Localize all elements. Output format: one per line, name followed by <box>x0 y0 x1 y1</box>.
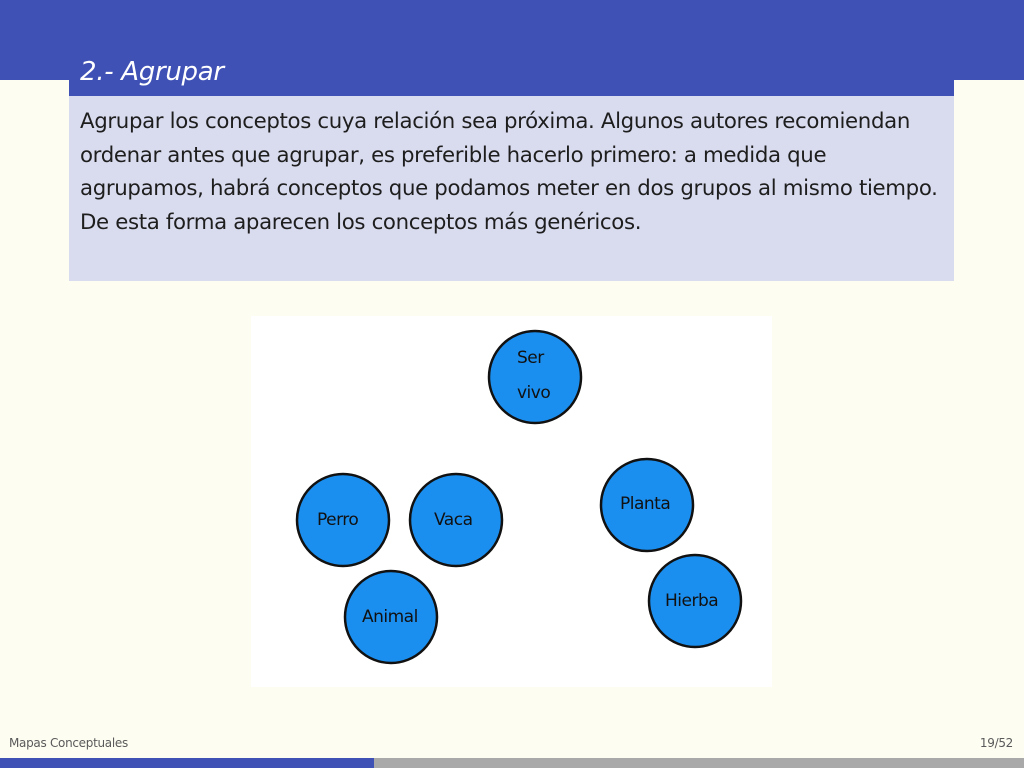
node-vaca <box>410 474 502 566</box>
node-animal-label: Animal <box>362 607 418 627</box>
progress-bar <box>0 758 1024 768</box>
node-hierba <box>649 555 741 647</box>
node-planta <box>601 459 693 551</box>
node-ser-vivo-circle <box>489 331 581 423</box>
node-planta-label: Planta <box>620 494 671 514</box>
node-perro-label: Perro <box>317 510 359 530</box>
node-animal <box>345 571 437 663</box>
slide-body-text: Agrupar los conceptos cuya relación sea próxima. Algunos autores recomiendan ordenar antes que agrupar, es preferible hacerlo primero: a medida que agrupamos, habrá conceptos que podamos meter en dos grupos al mismo tiempo. De esta forma aparecen los conceptos más genéricos. <box>69 96 954 281</box>
node-hierba-label: Hierba <box>665 591 719 611</box>
node-vaca-label: Vaca <box>434 510 473 530</box>
footer-page-number: 19/52 <box>979 736 1013 750</box>
node-ser-vivo-label-line-1: Ser <box>517 348 544 368</box>
slide-title: 2.- Agrupar <box>69 48 954 96</box>
concept-diagram-svg <box>251 316 772 687</box>
progress-bar-fill <box>0 758 374 768</box>
node-ser-vivo-label-line-2: vivo <box>517 383 551 403</box>
node-ser-vivo <box>489 331 581 423</box>
node-perro <box>297 474 389 566</box>
concept-diagram <box>251 316 772 687</box>
footer-title: Mapas Conceptuales <box>9 736 128 750</box>
